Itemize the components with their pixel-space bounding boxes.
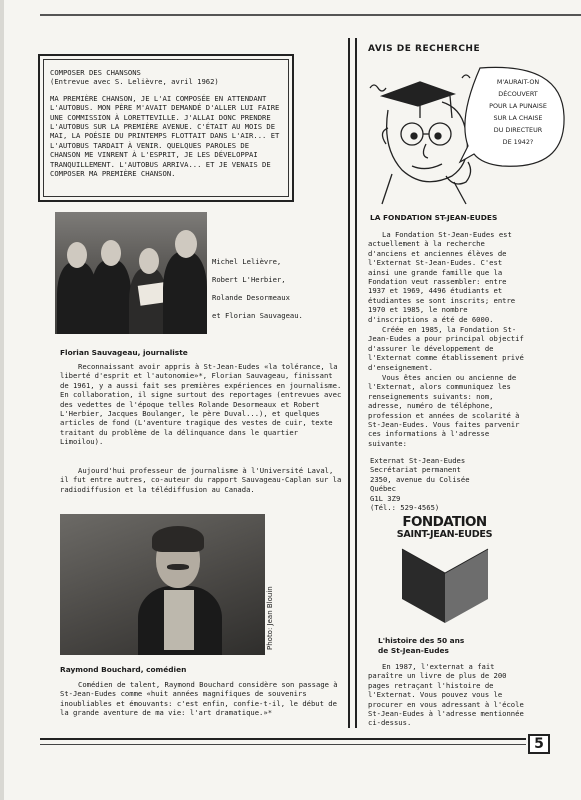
paper-sheet — [138, 282, 167, 305]
address-line: Secrétariat permanent — [370, 465, 461, 475]
person-hair — [152, 526, 204, 552]
page-edge-shadow — [0, 0, 4, 800]
person-shirt — [164, 590, 194, 650]
speech-bubble — [460, 67, 564, 166]
logo-cube-icon — [400, 545, 490, 623]
top-rule — [40, 14, 581, 16]
bubble-line: SUR LA CHAISE — [493, 114, 543, 122]
person-figure — [91, 260, 131, 334]
caption-line: Michel Lelièvre, — [212, 257, 282, 266]
column-divider — [355, 38, 357, 728]
histoire-heading-line: de St-Jean-Eudes — [378, 646, 449, 655]
person-face — [67, 242, 87, 268]
histoire-heading — [378, 636, 528, 656]
person-face — [175, 230, 197, 258]
bouchard-paragraph: Comédien de talent, Raymond Bouchard considère son passage à St-Jean-Eudes comme «huit années magnifiques de souvenirs inoubliables et émouvants: c'est enfin, confie-t-il, le début de la grande aventure de ma vie: l'art dramatique.»* — [60, 680, 338, 718]
bottom-rule — [40, 738, 526, 740]
histoire-heading-line: L'histoire des 50 ans — [378, 636, 465, 645]
fondation-logo — [392, 515, 497, 623]
column-divider — [348, 38, 350, 728]
address-line: Externat St-Jean-Eudes — [370, 456, 466, 465]
bottom-rule — [40, 744, 526, 745]
group-photo — [55, 212, 207, 334]
logo-wordmark-line1: FONDATION — [402, 514, 487, 530]
mailing-address — [370, 456, 530, 512]
portrait-photo — [60, 514, 265, 655]
bouchard-heading: Raymond Bouchard, comédien — [60, 665, 187, 674]
fondation-paragraph-3: Vous êtes ancien ou ancienne de l'Externat, alors communiquez les renseignements suivants: nom, adresse, numéro de téléphone, profession et années de scolarité à St-Jean-Eudes. Vous faites parvenir ces informations à l'adresse suivante: — [368, 373, 520, 448]
address-line: 2350, avenue du Colisée — [370, 474, 470, 484]
bubble-line: POUR LA PUNAISE — [489, 102, 547, 110]
bubble-line: DU DIRECTEUR — [493, 126, 543, 134]
avis-title: AVIS DE RECHERCHE — [368, 44, 481, 54]
histoire-paragraph: En 1987, l'externat a fait paraître un livre de plus de 200 pages retraçant l'histoire de l'Externat. Vous pouvez vous le procurer en vous adressant à l'école St-Jean-Eudes à l'adresse mentionnée ci-dessus. — [368, 662, 524, 728]
bubble-line: DE 1942? — [502, 138, 534, 146]
fondation-paragraph-2: Créée en 1985, la Fondation St-Jean-Eudes a pour principal objectif d'assurer le développement de l'Externat comme établissement privé d'enseignement. — [368, 325, 524, 372]
sauvageau-paragraph-2: Aujourd'hui professeur de journalisme à l'Université Laval, il fut entre autres, co-auteur du rapport Sauvageau-Caplan sur la radiodiffusion et la télédiffusion au Canada. — [60, 466, 342, 494]
graduate-caricature — [370, 75, 471, 204]
photo-credit-text: Photo: Jean Blouin — [266, 586, 274, 650]
fondation-heading: LA FONDATION ST-JEAN-EUDES — [370, 213, 498, 222]
person-face — [139, 248, 159, 274]
interview-inner — [43, 59, 289, 197]
caption-line: Rolande Desormeaux — [212, 293, 290, 302]
address-line: G1L 3Z9 — [370, 493, 401, 503]
person-face — [101, 240, 121, 266]
fondation-paragraph-1: La Fondation St-Jean-Eudes est actuellement à la recherche d'anciens et anciennes élèves de l'Externat St-Jean-Eudes. C'est ainsi une grande famille que la Fondation veut rassembler: entre 1937 et 1969, 4496 étudiants et étudiantes se sont inscrits; entre 1970 et 1985, le nombre d'inscriptions a été de 6000. — [368, 230, 516, 324]
logo-wordmark-line2: SAINT-JEAN-EUDES — [396, 529, 493, 540]
interview-source: (Entrevue avec S. Lelièvre, avril 1962) — [50, 77, 219, 87]
interview-body: MA PREMIÈRE CHANSON, JE L'AI COMPOSÉE EN ATTENDANT L'AUTOBUS. MON PÈRE M'AVAIT DEMANDÉ D'ALLER LUI FAIRE UNE COMMISSION À LORETTEVILLE. J'ALLAI DONC PRENDRE L'AUTOBUS SUR LA PREMIÈRE AVENUE. C'ÉTAIT AU MOIS DE MAI, LA POÉSIE DU PRINTEMPS FLOTTAIT DANS L'AIR... ET L'AUTOBUS TARDAIT À VENIR. QUELQUES PAROLES DE CHANSON ME VINRENT À L'ESPRIT, JE LES DÉVELOPPAI TRANQUILLEMENT. L'AUTOBUS ARRIVA... ET JE VENAIS DE COMPOSER MA PREMIÈRE CHANSON. — [50, 93, 280, 179]
sauvageau-paragraph-1: Reconnaissant avoir appris à St-Jean-Eudes «la tolérance, la liberté d'esprit et l'autonomie»*, Florian Sauvageau, finissant de 1961, y a aussi fait ses premières expériences en journalisme. En collaboration, il signe surtout des reportages (entrevues avec des vedettes de l'époque telles Rolande Desormeaux et Robert L'Herbier, Jacques Boulanger, le père Duval...), et quelques articles de fond (L'aventure tragique des vestes de cuir, texte traitant du problème de la délinquance dans le quartier Limoilou). — [60, 362, 342, 447]
page-number: 5 — [528, 734, 550, 754]
bubble-line: M'AURAIT-ON — [496, 78, 540, 86]
caption-line: et Florian Sauvageau. — [212, 311, 303, 320]
address-line: Québec — [370, 484, 396, 494]
person-figure — [163, 252, 207, 334]
cartoon-illustration — [362, 58, 568, 208]
interview-title: COMPOSER DES CHANSONS — [50, 68, 141, 77]
person-moustache — [167, 564, 189, 570]
caption-line: Robert L'Herbier, — [212, 275, 286, 284]
bubble-line: DÉCOUVERT — [498, 90, 538, 98]
sauvageau-heading: Florian Sauvageau, journaliste — [60, 348, 188, 357]
interview-box — [38, 54, 294, 202]
address-line: (Tél.: 529-4565) — [370, 503, 440, 513]
photo-caption — [212, 253, 342, 325]
